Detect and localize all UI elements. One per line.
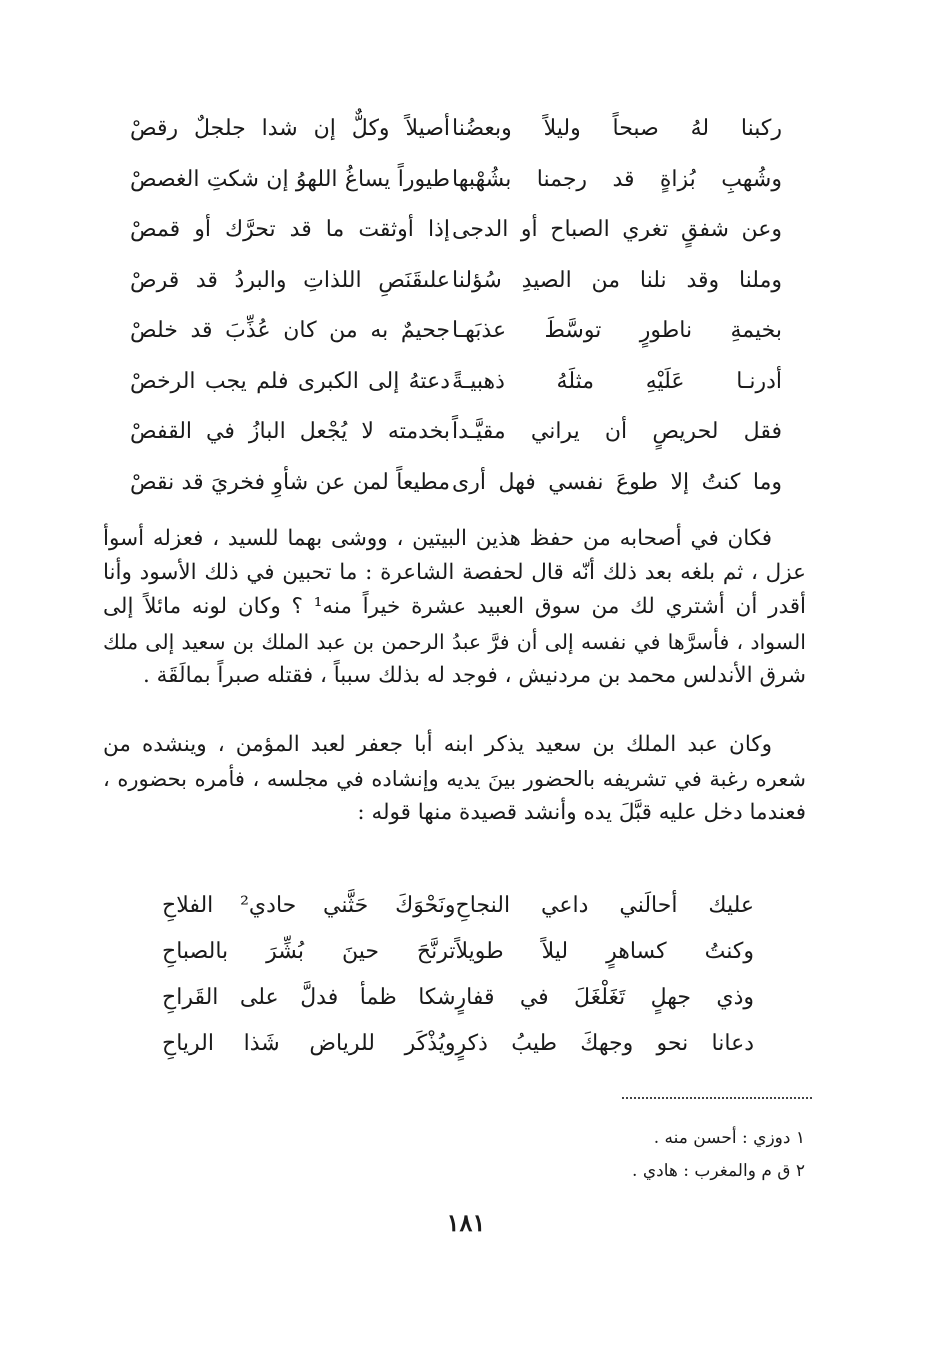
verse-first-hemistich: وشُهبِ بُزاةٍ قد رجمنا بشُهْبها bbox=[452, 166, 782, 192]
verse-first-hemistich: دعانا نحو وجهكَ طيبُ ذكرٍ bbox=[455, 1031, 754, 1056]
verse-second-hemistich: جحيمٌ به من كان عُذِّبَ قد خلصْ bbox=[130, 318, 450, 343]
footnote: ٢ ق م والمغرب : هادي . bbox=[632, 1161, 805, 1181]
verse-first-hemistich: وما كنتُ إلا طوعَ نفسي فهل أرى bbox=[452, 469, 782, 495]
verse-second-hemistich: ترنَّحَ حينَ بُشِّرَ بالصباحِ bbox=[162, 939, 456, 964]
verse-second-hemistich: إذا أوثقت ما قد تحرَّك أو قمصْ bbox=[130, 217, 450, 242]
page-number: ١٨١ bbox=[446, 1208, 486, 1237]
verse-row bbox=[130, 470, 782, 521]
paragraph-line: شعره رغبة في تشريفه بالحضور بينَ يديه وإنشاده في مجلسه ، فأمره بحضوره ، bbox=[103, 767, 806, 792]
verse-second-hemistich: شكا ظمأ فدلَّ على القَراحِ bbox=[162, 985, 456, 1010]
paragraph-line: أقدر أن أشتري لك من سوق العبيد عشرة خيراً منه¹ ؟ وكان لونه مائلاً إلى bbox=[103, 594, 806, 620]
paragraph-2 bbox=[103, 728, 806, 831]
footnote-separator bbox=[622, 1097, 812, 1099]
verse-first-hemistich: وعن شفقٍ تغري الصباح أو الدجى bbox=[452, 217, 782, 242]
paragraph-line: فكان في أصحابه من حفظ هذين البيتين ، ووشى بهما للسيد ، فعزله أسوأ bbox=[103, 526, 772, 551]
verse-second-hemistich: علىقَنَصِ اللذاتِ والبردُ قد قرصْ bbox=[130, 267, 450, 293]
verse-second-hemistich: طيوراً يساغُ اللهوُ إن شكتِ الغصصْ bbox=[130, 166, 450, 192]
verse-first-hemistich: وكنتُ كساهرٍ ليلاً طويلاً bbox=[455, 939, 754, 964]
paragraph-line: عزل ، ثم بلغه بعد ذلك أنّه قال لحفصة الشاعرة : ما تحبين في ذلك الأسود وأنا bbox=[103, 560, 806, 586]
verse-first-hemistich: ركبنا لهُ صبحاً وليلاً وبعضُنا bbox=[452, 116, 782, 141]
verse-row bbox=[162, 939, 754, 985]
verse-second-hemistich: دعتهُ إلى الكبرى فلم يجب الرخصْ bbox=[130, 368, 450, 394]
paragraph-text bbox=[103, 522, 806, 693]
footnotes bbox=[632, 1122, 805, 1188]
verse-second-hemistich: بخدمته لا يُجْعل البازُ في القفصْ bbox=[130, 419, 450, 444]
paragraph-line: وكان عبد الملك بن سعيد يذكر ابنه أبا جعفر لعبد المؤمن ، وينشده من bbox=[103, 732, 772, 757]
verse-second-hemistich: أصيلاً وكلٌّ إن شدا جلجلٌ رقصْ bbox=[130, 116, 450, 141]
verse-row bbox=[130, 167, 782, 218]
verse-row bbox=[162, 985, 754, 1031]
verse-row bbox=[130, 369, 782, 420]
poem-block-2 bbox=[162, 893, 754, 1077]
verse-first-hemistich: فقل لحريصٍ أن يراني مقيَّـداً bbox=[452, 419, 782, 444]
verse-row bbox=[162, 893, 754, 939]
verse-row bbox=[162, 1031, 754, 1077]
verse-row bbox=[130, 318, 782, 369]
verse-row bbox=[130, 419, 782, 470]
verse-row bbox=[130, 268, 782, 319]
paragraph-line: شرق الأندلس محمد بن مردنيش ، فوجد له بذلك سبباً ، فقتله صبراً بمالَقَة . bbox=[142, 662, 806, 688]
verse-second-hemistich: مطيعاً لمن عن شأوِ فخريَ قد نقصْ bbox=[130, 469, 450, 495]
verse-first-hemistich: بخيمةِ ناطورٍ توسَّطَ عذبَهـا bbox=[452, 318, 782, 343]
verse-row bbox=[130, 217, 782, 268]
footnote: ١ دوزي : أحسن منه . bbox=[653, 1128, 805, 1148]
paragraph-text bbox=[103, 728, 806, 831]
verse-first-hemistich: عليك أحالَني داعي النجاحِ bbox=[455, 893, 754, 918]
paragraph-line: فعندما دخل عليه قبَّلَ يده وأنشد قصيدة منها قوله : bbox=[357, 800, 806, 826]
paragraph-line: السواد ، فأسرَّها في نفسه إلى أن فرَّ عبدُ الرحمن بن عبد الملك بن سعيد إلى ملك bbox=[103, 629, 806, 654]
verse-row bbox=[130, 116, 782, 167]
verse-second-hemistich: ونَحْوَكَ حَثَّني حادي² الفلاحِ bbox=[162, 893, 456, 918]
poem-block-1 bbox=[130, 116, 782, 520]
verse-second-hemistich: ويُذْكَر للرياض شَذا الرياحِ bbox=[162, 1031, 456, 1056]
verse-first-hemistich: وذي جهلٍ تَغَلْغَلَ في قفارٍ bbox=[455, 985, 754, 1010]
verse-first-hemistich: أدرنـا عَلَيْهِ مثلَهُ ذهبيـةً bbox=[452, 368, 782, 394]
paragraph-1 bbox=[103, 522, 806, 693]
verse-first-hemistich: وملنا وقد نلنا من الصيدِ سُؤلنا bbox=[452, 267, 782, 293]
